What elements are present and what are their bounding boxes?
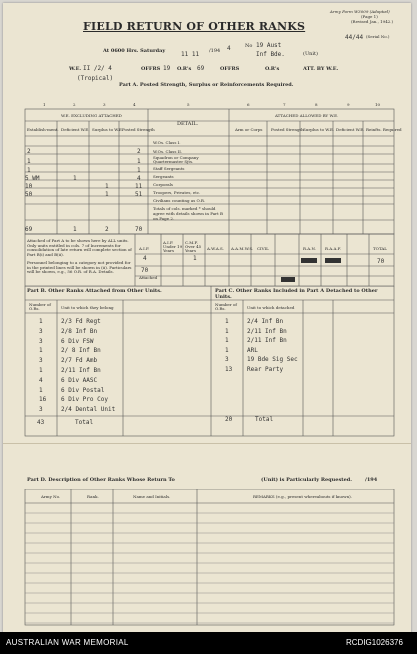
sub-head-civil: CIVIL: [257, 246, 269, 251]
row-c3: 2: [105, 226, 109, 233]
unit-label: (Unit): [303, 51, 318, 57]
page-label: (Page 1): [361, 14, 378, 19]
sub-head-ran: R.A.N.: [303, 246, 316, 251]
row-unit: 2/4 Inf Bn: [247, 318, 284, 325]
row-count: 16: [39, 396, 47, 404]
part-b-total-n: 43: [37, 419, 45, 426]
col-number-5: 5: [187, 102, 190, 107]
sub-cmf-detail: 1: [193, 255, 197, 262]
row-count: 1: [225, 327, 229, 335]
form-title: FIELD RETURN OF OTHER RANKS: [83, 20, 306, 33]
row-count: 3: [39, 337, 43, 345]
row-c4: 4: [137, 175, 141, 182]
col-number-4: 4: [133, 102, 136, 107]
row-c2: 1: [73, 175, 77, 182]
part-b-title: Part B. Other Ranks Attached from Other Units.: [27, 288, 162, 294]
row-c1: 69: [25, 226, 33, 233]
part-c-col-num: Number of O.Rs.: [215, 302, 237, 311]
col-number-10: 10: [375, 102, 381, 107]
redacted-box: ####: [281, 277, 295, 282]
row-detail: W.Os. Class I.: [153, 140, 181, 145]
row-count: 3: [39, 406, 43, 414]
row-c3: 1: [105, 191, 109, 198]
col-head-posted: Posted Strength: [122, 127, 155, 132]
group-right-header: ATTACHED ALLOWED BY W.E.: [275, 113, 339, 118]
year-label: /194: [209, 48, 221, 54]
archive-footer: [0, 632, 417, 654]
col-head-surplus: Surplus to W.E.: [92, 127, 124, 132]
we-value: II /2/ 4: [83, 65, 112, 72]
sub-head-total: TOTAL: [373, 246, 387, 251]
footer-right: RCDIG1026376: [346, 638, 403, 647]
offrs2-label: OFFRS: [220, 66, 240, 72]
part-c-col-unit: Unit to which detached: [247, 305, 295, 310]
row-detail: Civilians counting as O.R.: [153, 198, 206, 203]
part-d-title2: (Unit) is Particularly Requested.: [261, 477, 353, 483]
row-c4: 11: [135, 183, 143, 190]
col-head-establishment: Establish-ment.: [27, 127, 59, 132]
row-unit: 2/4 Dental Unit: [61, 406, 116, 414]
row-unit: 6 Div FSW: [61, 337, 94, 345]
row-c1: 1: [27, 167, 31, 174]
part-d-head-armyno: Army No.: [41, 494, 61, 499]
sub-head-cmf: C.M.F. Over 45 Years: [185, 240, 202, 253]
part-b-col-unit: Unit to which they belong: [61, 305, 114, 310]
ors-label: O.R's: [177, 66, 192, 72]
row-count: 1: [39, 318, 43, 325]
at-hrs-label: At 0600 Hrs. Saturday: [103, 48, 166, 54]
part-c-total-n: 20: [225, 416, 233, 423]
redacted-box: ####: [325, 258, 341, 263]
col-number-2: 2: [73, 102, 76, 107]
no-value: 19 Aust: [256, 42, 282, 49]
row-unit: 6 Div Postal: [61, 386, 105, 394]
col-number-6: 6: [247, 102, 250, 107]
sub-head-raaf: R.A.A.F.: [325, 246, 342, 251]
row-detail: Totals of cols. marked * should agree with details shown in Part B on Page 2.: [153, 206, 223, 221]
sub-aif-posted: 70: [141, 267, 149, 274]
offrs-label: OFFRS: [141, 66, 161, 72]
part-d-title: Part D. Description of Other Ranks Whose Return To: [27, 477, 175, 483]
col-head-arm: Arm or Corps: [235, 127, 263, 132]
row-count: 1: [39, 367, 43, 374]
revised-label: (Revised Jan., 1942.): [351, 19, 394, 24]
total-value: 70: [377, 258, 385, 265]
row-c4: 2: [137, 148, 141, 155]
row-count: 1: [39, 386, 43, 394]
row-c3: 1: [105, 183, 109, 190]
row-unit: 6 Div AASC: [61, 376, 98, 384]
row-detail: Corporals: [153, 182, 173, 187]
row-c4: 1: [137, 158, 141, 165]
row-unit: 2/ 8 Inf Bn: [61, 347, 101, 355]
serial-value: 44/44: [345, 34, 364, 41]
row-unit: 2/3 Fd Regt: [61, 318, 101, 325]
part-d-head-rank: Rank.: [87, 494, 99, 499]
part-d-head-remarks: REMARKS (e.g., present whereabouts if known).: [253, 494, 352, 499]
row-count: 3: [225, 356, 229, 364]
part-d-grid: [3, 489, 411, 633]
sub-aif-detail: 4: [143, 255, 147, 262]
row-count: 1: [225, 337, 229, 345]
row-detail: W.Os. Class II.: [153, 149, 183, 154]
row-c1: 50: [25, 191, 33, 198]
date-value: 11 11: [181, 51, 200, 58]
row-unit: 19 Bde Sig Sec: [247, 356, 298, 364]
sub-row-label: Attached: [139, 275, 158, 280]
row-count: 13: [225, 366, 233, 373]
row-c4: 51: [135, 191, 143, 198]
ors-value: 69: [197, 65, 205, 72]
sub-head-aif: A.I.F.: [139, 246, 150, 251]
sub-head-aamws: A.A.M.W.S.: [231, 246, 254, 251]
note-2: Personnel belonging to a category not provided for in the printed lines will be shown in (ii). Particulars will be shown, e.g., 56 O.R. of R.A. Details.: [27, 260, 132, 274]
form-page: [3, 3, 411, 635]
row-c2: 1: [73, 226, 77, 233]
part-d-head-name: Name and Initials.: [133, 494, 171, 499]
row-detail: Squadron or Company Quartermaster Sjts.: [153, 155, 199, 164]
col-number-3: 3: [103, 102, 106, 107]
sub-head-aif19: A.I.F. Under 19 Years: [163, 240, 183, 253]
fold-line: [3, 443, 411, 444]
row-count: 3: [39, 327, 43, 335]
col-number-9: 9: [347, 102, 350, 107]
row-detail: Sergeants: [153, 174, 174, 179]
row-count: 1: [39, 347, 43, 355]
row-c1: 1: [27, 158, 31, 165]
row-c4: 70: [135, 226, 143, 233]
row-c1: 5 WM: [25, 175, 40, 182]
col-number-1: 1: [43, 102, 46, 107]
row-c1: 2: [27, 148, 31, 155]
row-unit: 2/11 Inf Bn: [247, 327, 287, 335]
part-b-total-label: Total: [75, 419, 94, 426]
row-count: 3: [39, 357, 43, 365]
col-head-deficient: Deficient W.E.: [61, 127, 90, 132]
part-c-total-label: Total: [255, 416, 274, 423]
part-b-col-num: Number of O.Rs.: [29, 302, 51, 311]
row-count: 4: [39, 376, 43, 384]
row-unit: 2/7 Fd Amb: [61, 357, 98, 365]
row-count: 1: [225, 346, 229, 354]
att-label: ATT. BY W.E.: [303, 66, 339, 72]
note-1: Attached of Part A to be shown here by ALL units. Only units entitled in cols. 7 of Increments for consolidation of late return will complete section of Part B(i) and B(ii).: [27, 238, 132, 257]
row-c4: 1: [137, 167, 141, 174]
part-c-title: Part C. Other Ranks Included in Part A Detached to Other Units.: [215, 288, 378, 300]
unit-value: Inf Bde.: [256, 51, 285, 58]
row-unit: 2/11 Inf Bn: [61, 367, 101, 374]
redacted-box: ####: [301, 258, 317, 263]
col-head-detail: DETAIL.: [177, 121, 199, 127]
row-unit: ARL: [247, 346, 258, 354]
col-head-deficient2: Deficient W.E.: [336, 127, 365, 132]
year-value: 4: [227, 45, 231, 52]
row-unit: 2/8 Inf Bn: [61, 327, 98, 335]
offrs-value: 19: [163, 65, 171, 72]
row-c1: 10: [25, 183, 33, 190]
col-head-posted2: Posted Strength: [271, 127, 304, 132]
row-detail: Staff Sergeants: [153, 166, 185, 171]
sub-head-awas: A.W.A.S.: [207, 246, 224, 251]
we-label: W.E.: [69, 66, 82, 72]
tropical-value: (Tropical): [77, 75, 114, 82]
col-number-8: 8: [315, 102, 318, 107]
row-count: 1: [225, 318, 229, 325]
serial-label: (Serial No.): [366, 34, 390, 39]
row-unit: 2/11 Inf Bn: [247, 337, 287, 345]
part-d-year: /194: [365, 477, 378, 483]
part-a-title: Part A. Posted Strength, Surplus or Reinforcements Required.: [119, 82, 294, 88]
form-id: Army Form W3009 (Adapted): [330, 9, 390, 14]
row-unit: Rear Party: [247, 366, 284, 373]
col-head-reinfts: Reinfts. Required: [366, 127, 402, 132]
group-left-header: W.E. EXCLUDING ATTACHED: [61, 113, 122, 118]
row-detail: Troopers, Privates, etc.: [153, 190, 201, 195]
no-label: No: [245, 43, 253, 49]
ors2-label: O.R's: [265, 66, 280, 72]
row-unit: 6 Div Pro Coy: [61, 396, 108, 404]
footer-left: AUSTRALIAN WAR MEMORIAL: [6, 638, 129, 647]
col-number-7: 7: [283, 102, 286, 107]
col-head-surplus2: Surplus to W.E.: [303, 127, 335, 132]
